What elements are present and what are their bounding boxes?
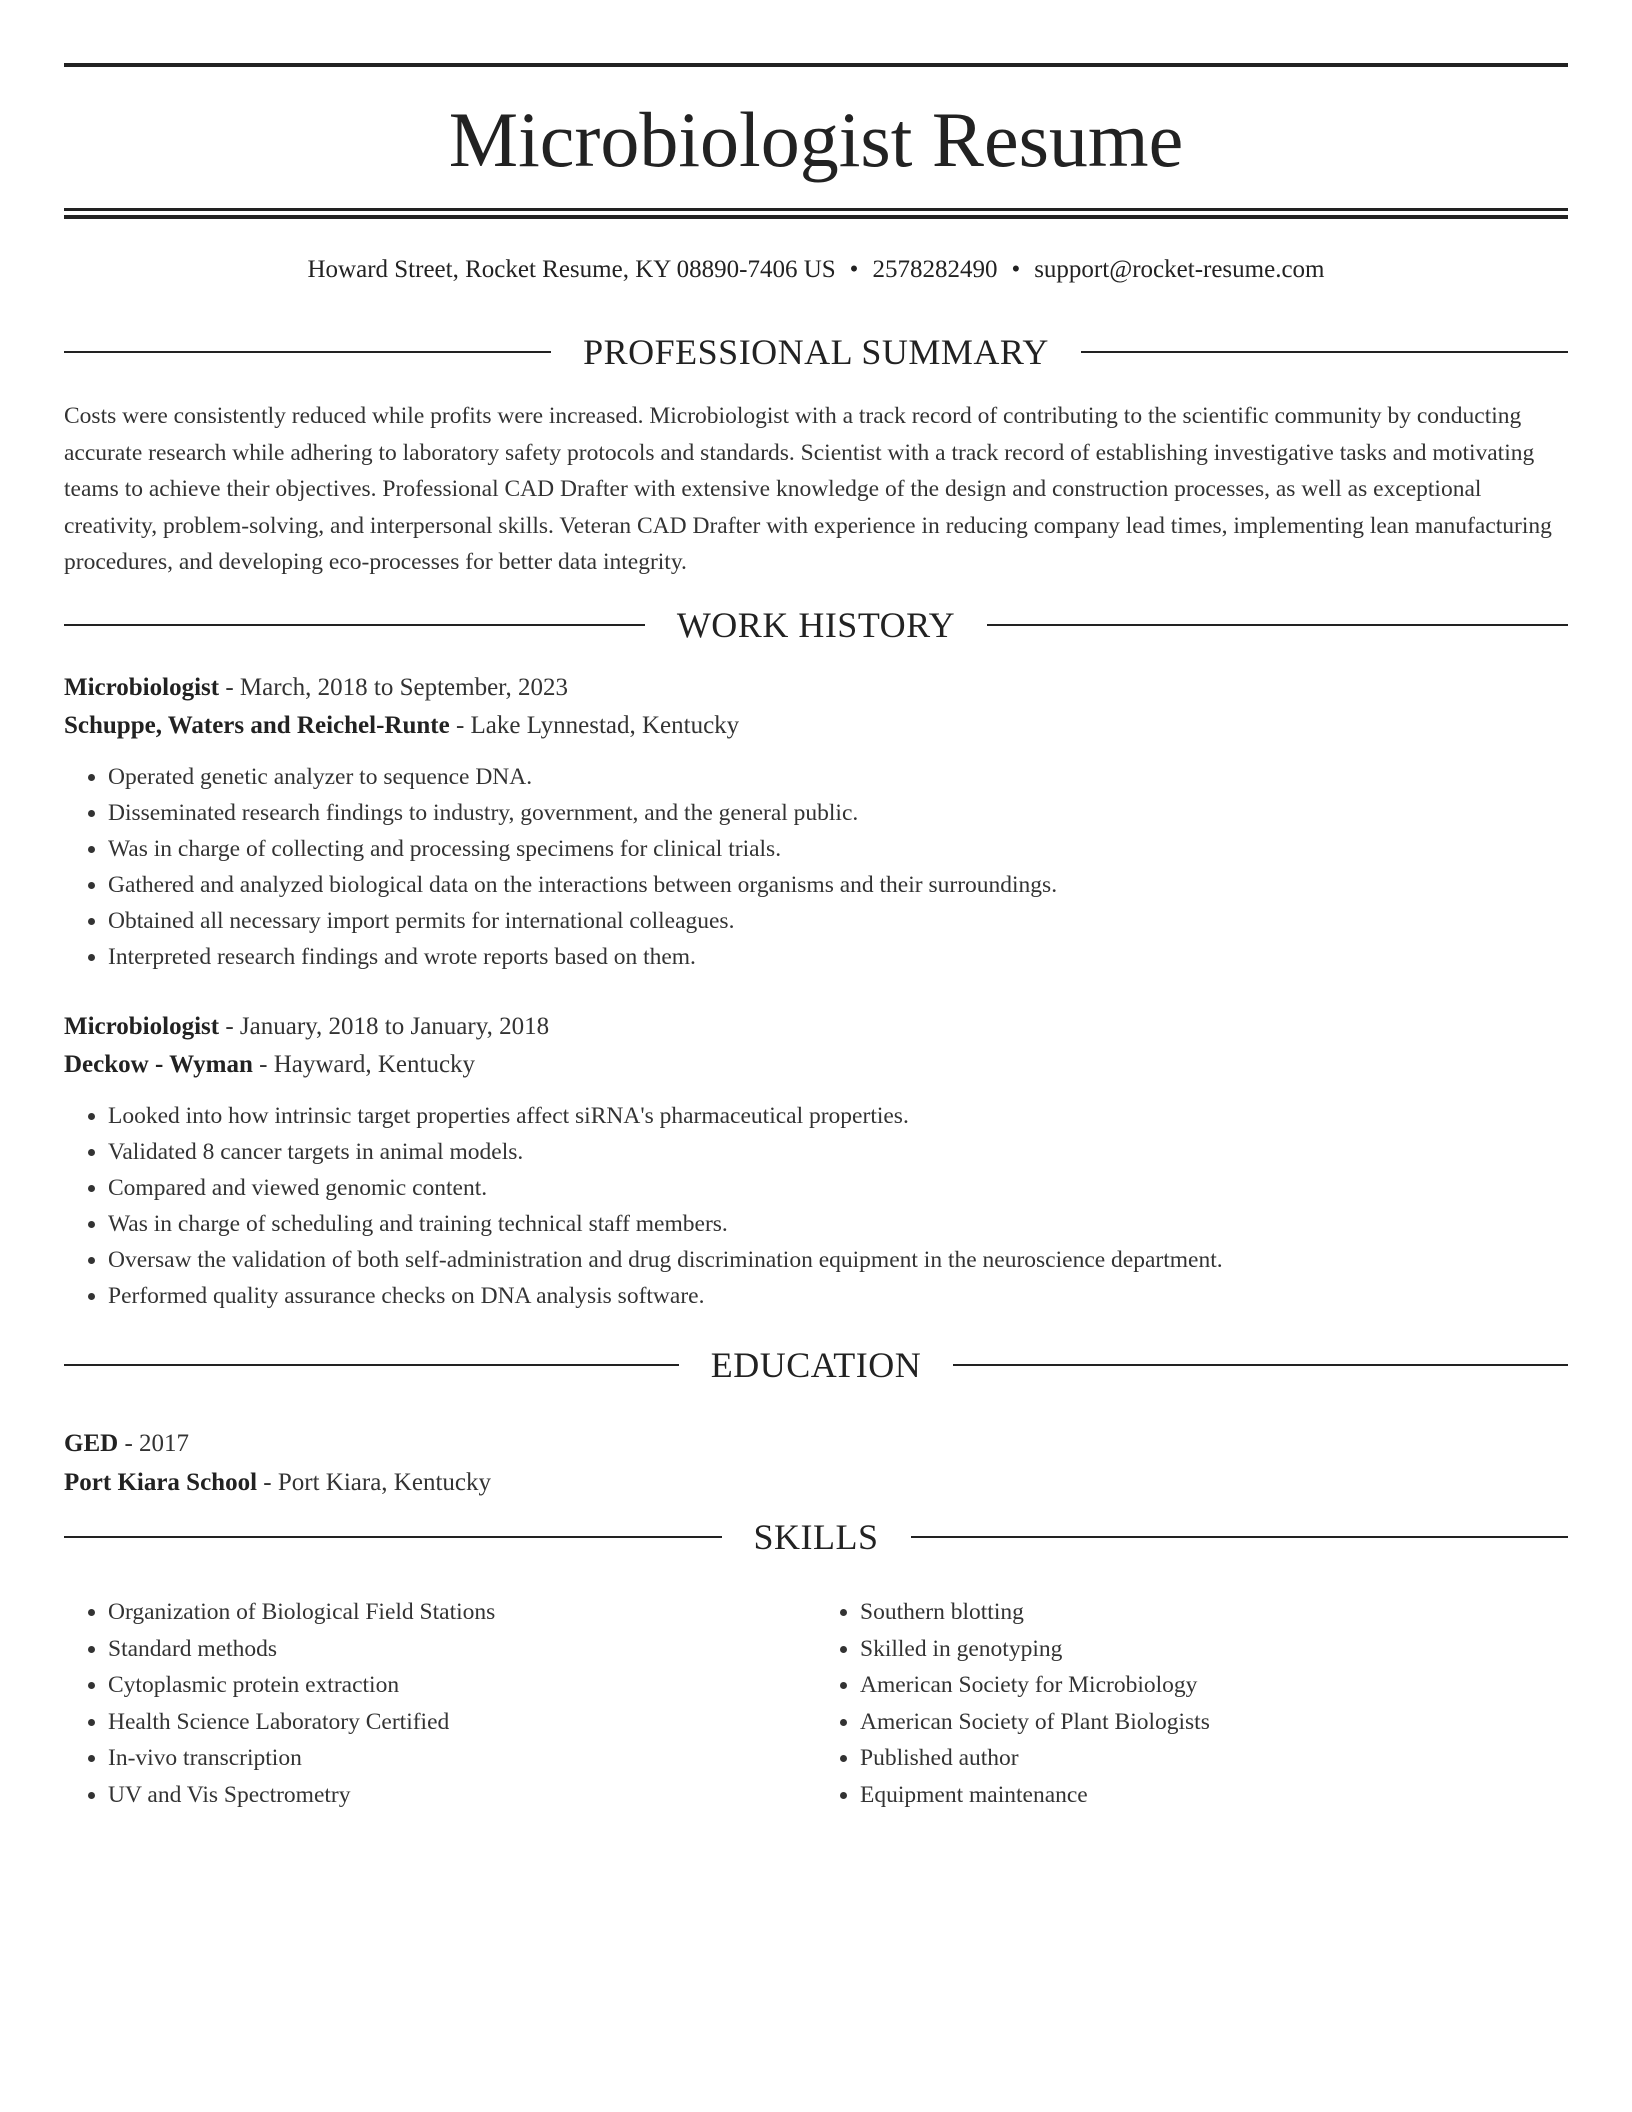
divider bbox=[64, 1536, 722, 1538]
list-item: • Compared and viewed genomic content. bbox=[108, 1170, 1568, 1206]
job-title: Microbiologist bbox=[64, 1013, 220, 1040]
skill-item: • Health Science Laboratory Certified bbox=[108, 1704, 816, 1741]
divider bbox=[953, 1364, 1568, 1366]
section-title: WORK HISTORY bbox=[676, 605, 956, 645]
divider bbox=[1081, 351, 1568, 353]
list-item: • Performed quality assurance checks on DNA analysis software. bbox=[108, 1278, 1568, 1314]
title-rule-thick bbox=[64, 215, 1568, 219]
divider bbox=[64, 351, 551, 353]
skill-item: • American Society for Microbiology bbox=[860, 1667, 1568, 1704]
section-heading-work-history bbox=[64, 605, 1568, 645]
job-bullets bbox=[64, 1098, 1568, 1314]
contact-separator: • bbox=[849, 256, 859, 283]
contact-line bbox=[64, 252, 1568, 288]
contact-separator: • bbox=[1011, 256, 1021, 283]
skill-item: • Equipment maintenance bbox=[860, 1777, 1568, 1814]
divider bbox=[987, 624, 1568, 626]
section-title: SKILLS bbox=[753, 1517, 879, 1557]
page-title: Microbiologist Resume bbox=[448, 96, 1184, 183]
list-item: • Looked into how intrinsic target properties affect siRNA's pharmaceutical properties. bbox=[108, 1098, 1568, 1134]
job-company-line bbox=[64, 1046, 1568, 1084]
skill-item: • In-vivo transcription bbox=[108, 1740, 816, 1777]
summary-paragraph: Costs were consistently reduced while profits were increased. Microbiologist with a track record of contributing to the scientific community by conducting accurate research while adhering to laboratory safety protocols and standards. Scientist with a track record of establishing investigative tasks and motivating teams to achieve their objectives. Professional CAD Drafter with extensive knowledge of the design and construction processes, as well as exceptional creativity, problem-solving, and interpersonal skills. Veteran CAD Drafter with experience in reducing company lead times, implementing lean manufacturing procedures, and developing eco-processes for better data integrity. bbox=[64, 403, 1552, 575]
job-location: - Hayward, Kentucky bbox=[252, 1051, 476, 1078]
job-title-line bbox=[64, 669, 1568, 707]
job-dates: - March, 2018 to September, 2023 bbox=[219, 674, 569, 701]
school-location: - Port Kiara, Kentucky bbox=[257, 1469, 491, 1496]
skill-item: • UV and Vis Spectrometry bbox=[108, 1777, 816, 1814]
contact-email: support@rocket-resume.com bbox=[1034, 256, 1325, 283]
job-entry bbox=[64, 1008, 1568, 1314]
section-title: PROFESSIONAL SUMMARY bbox=[583, 332, 1049, 372]
skills-list bbox=[64, 1594, 1568, 1813]
job-dates: - January, 2018 to January, 2018 bbox=[219, 1013, 550, 1040]
job-bullets bbox=[64, 759, 1568, 975]
skill-item: • Southern blotting bbox=[860, 1594, 1568, 1631]
section-heading-education bbox=[64, 1345, 1568, 1385]
section-heading-skills bbox=[64, 1517, 1568, 1557]
job-entry bbox=[64, 669, 1568, 975]
divider bbox=[911, 1536, 1569, 1538]
divider bbox=[64, 1364, 679, 1366]
skill-item: • Organization of Biological Field Stations bbox=[108, 1594, 816, 1631]
degree: GED bbox=[64, 1430, 119, 1457]
skills-column-right bbox=[816, 1594, 1568, 1813]
skill-item: • Skilled in genotyping bbox=[860, 1631, 1568, 1668]
contact-phone: 2578282490 bbox=[872, 256, 998, 283]
job-title: Microbiologist bbox=[64, 674, 220, 701]
skill-item: • Published author bbox=[860, 1740, 1568, 1777]
list-item: • Obtained all necessary import permits for international colleagues. bbox=[108, 903, 1568, 939]
skill-item: • Cytoplasmic protein extraction bbox=[108, 1667, 816, 1704]
section-heading-summary bbox=[64, 332, 1568, 372]
contact-address: Howard Street, Rocket Resume, KY 08890-7406 US bbox=[307, 256, 836, 283]
job-location: - Lake Lynnestad, Kentucky bbox=[449, 712, 740, 739]
skills-column-left bbox=[64, 1594, 816, 1813]
list-item: • Oversaw the validation of both self-administration and drug discrimination equipment in the neuroscience department. bbox=[108, 1242, 1568, 1278]
school-name: Port Kiara School bbox=[64, 1469, 258, 1496]
divider bbox=[64, 624, 645, 626]
education-entry bbox=[64, 1424, 1568, 1502]
list-item: • Disseminated research findings to industry, government, and the general public. bbox=[108, 795, 1568, 831]
list-item: • Validated 8 cancer targets in animal models. bbox=[108, 1134, 1568, 1170]
job-title-line bbox=[64, 1008, 1568, 1046]
degree-year: - 2017 bbox=[118, 1430, 190, 1457]
degree-line bbox=[64, 1424, 1568, 1463]
job-company: Schuppe, Waters and Reichel-Runte bbox=[64, 712, 450, 739]
section-title: EDUCATION bbox=[710, 1345, 922, 1385]
list-item: • Was in charge of collecting and processing specimens for clinical trials. bbox=[108, 831, 1568, 867]
title-rule-thin bbox=[64, 208, 1568, 211]
job-company-line bbox=[64, 707, 1568, 745]
list-item: • Operated genetic analyzer to sequence DNA. bbox=[108, 759, 1568, 795]
list-item: • Was in charge of scheduling and training technical staff members. bbox=[108, 1206, 1568, 1242]
list-item: • Interpreted research findings and wrote reports based on them. bbox=[108, 939, 1568, 975]
list-item: • Gathered and analyzed biological data on the interactions between organisms and their surroundings. bbox=[108, 867, 1568, 903]
school-line bbox=[64, 1463, 1568, 1502]
skill-item: • Standard methods bbox=[108, 1631, 816, 1668]
job-company: Deckow - Wyman bbox=[64, 1051, 253, 1078]
top-rule bbox=[64, 63, 1568, 67]
skill-item: • American Society of Plant Biologists bbox=[860, 1704, 1568, 1741]
